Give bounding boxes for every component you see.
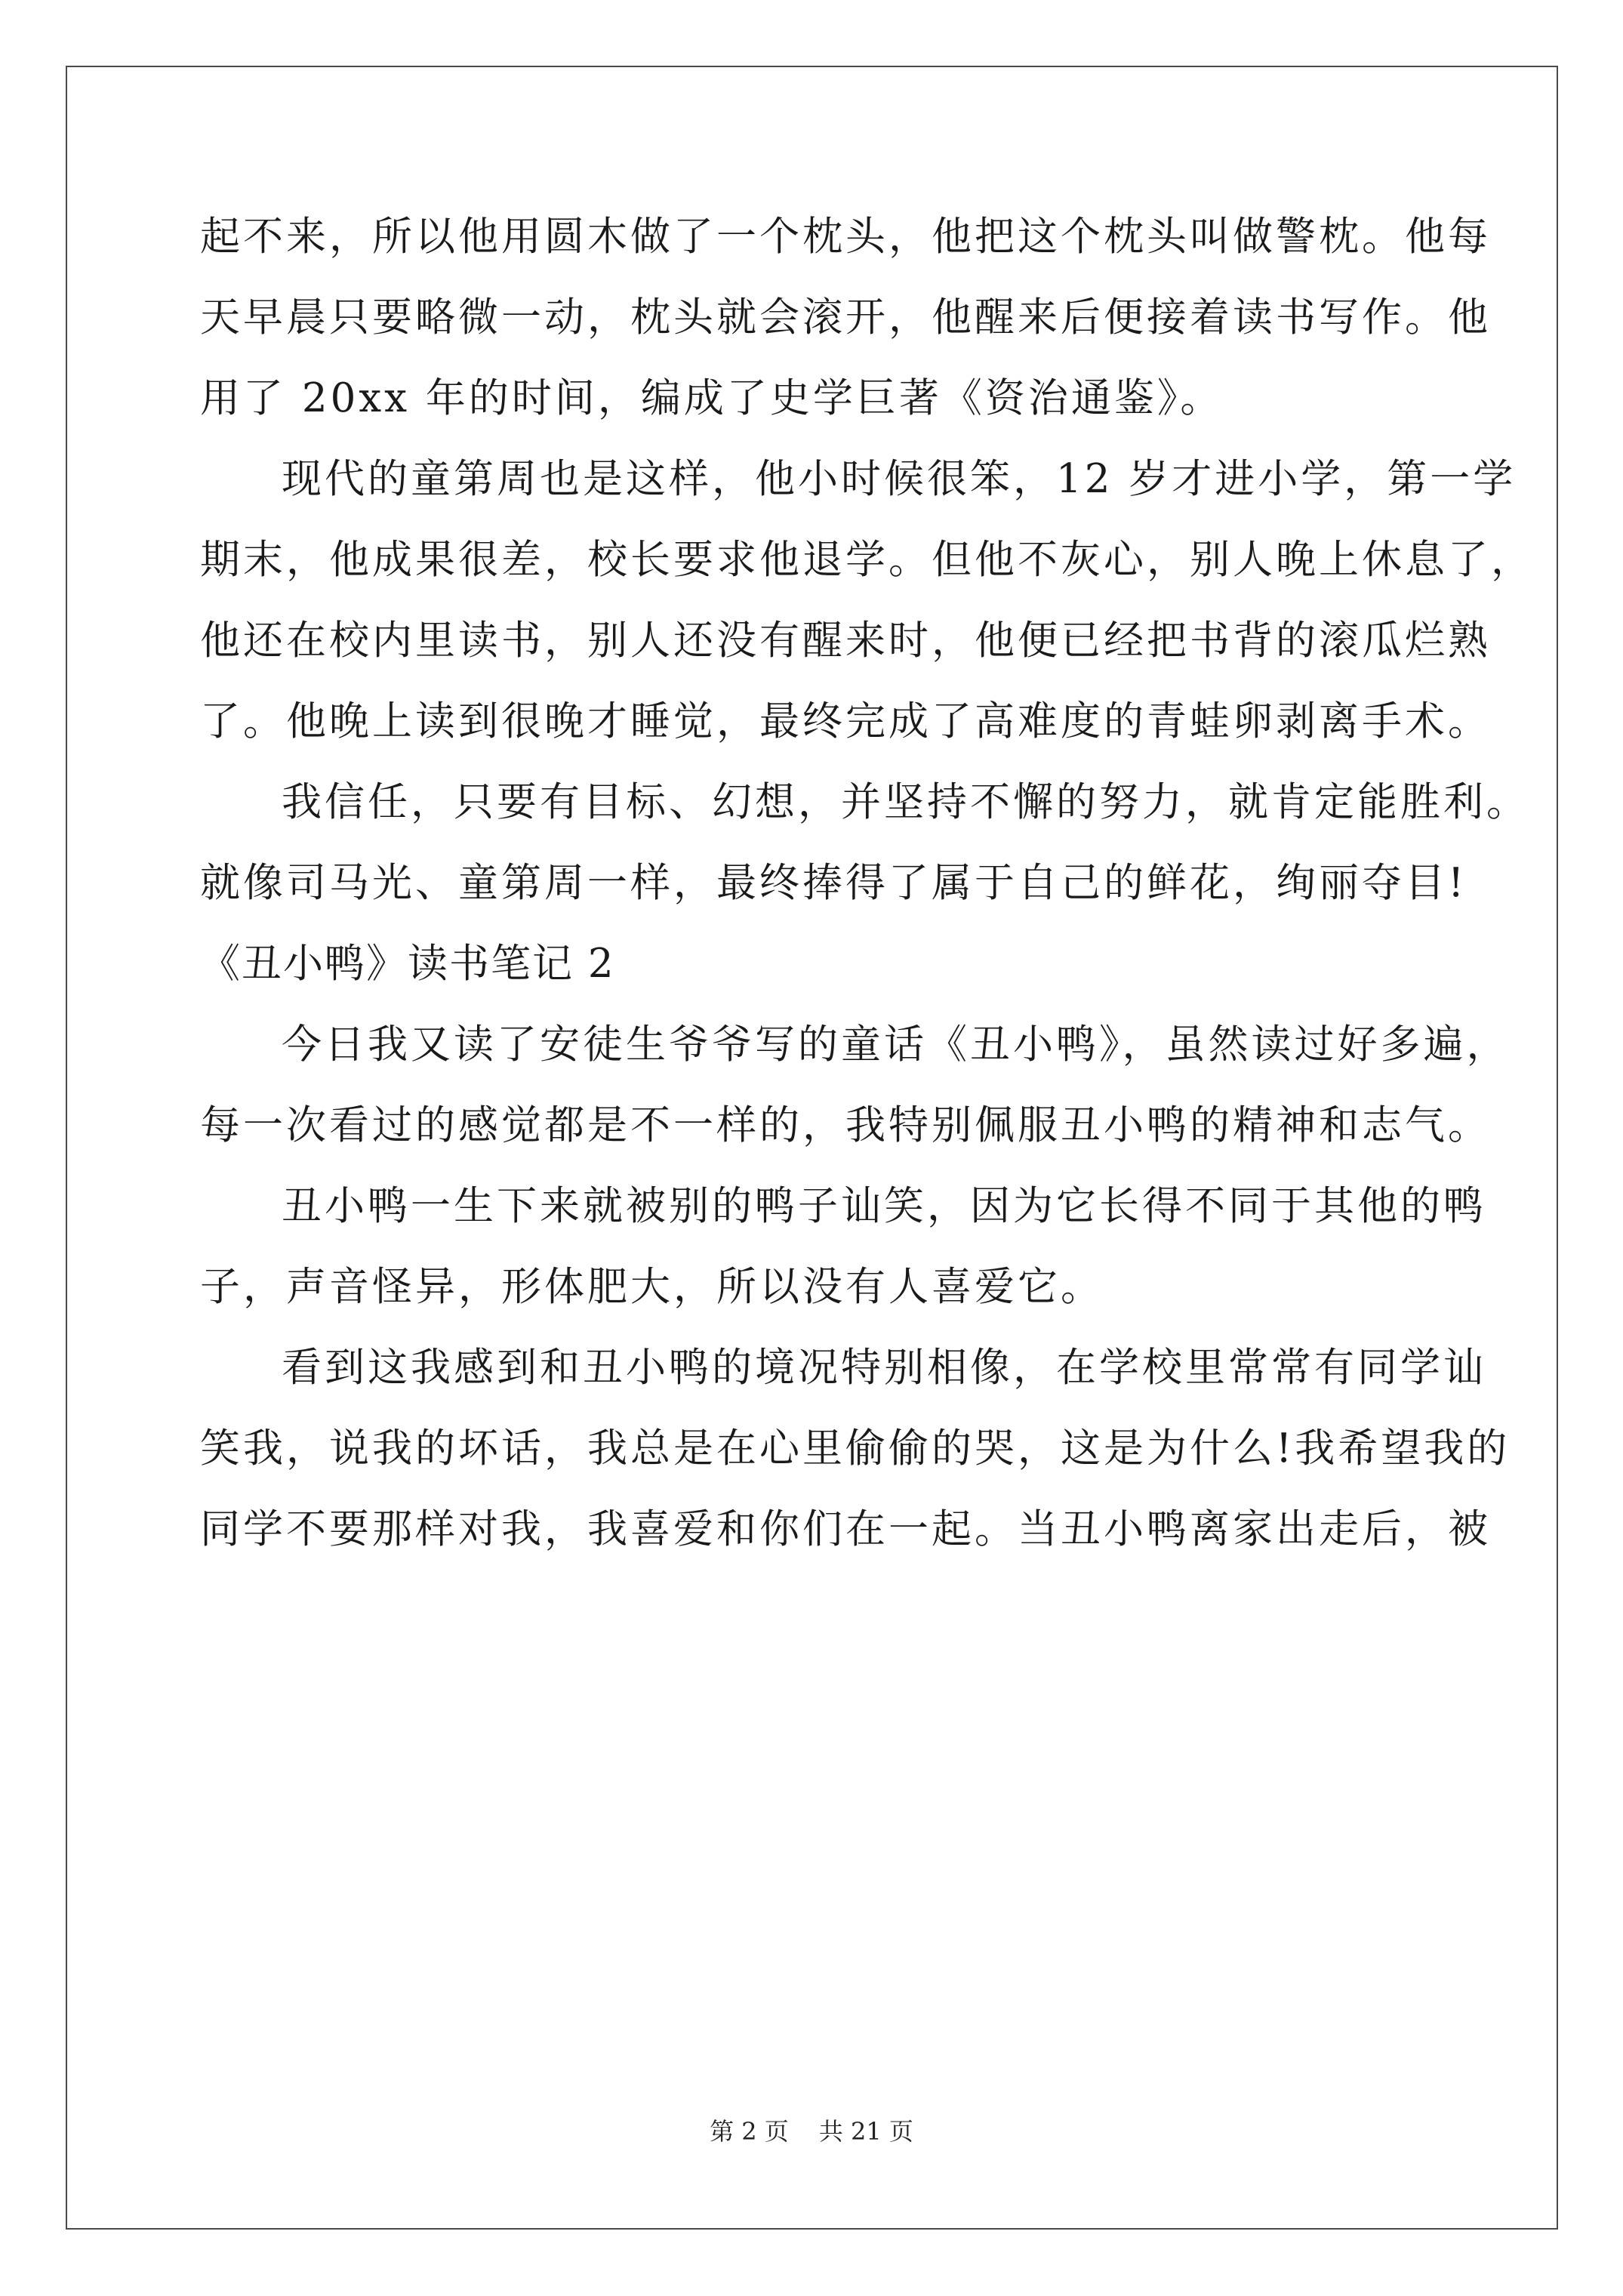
text-line: 看到这我感到和丑小鸭的境况特别相像，在学校里常常有同学讪: [282, 1345, 1486, 1391]
text-line: 他还在校内里读书，别人还没有醒来时，他便已经把书背的滚瓜烂熟: [200, 618, 1491, 664]
text-line: 子，声音怪异，形体肥大，所以没有人喜爱它。: [200, 1264, 1104, 1310]
text-line: 丑小鸭一生下来就被别的鸭子讪笑，因为它长得不同于其他的鸭: [282, 1183, 1486, 1229]
text-line: 用了 20xx 年的时间，编成了史学巨著《资治通鉴》。: [200, 375, 1224, 421]
page-footer: [0, 2113, 1623, 2147]
section-heading: 《丑小鸭》读书笔记 2: [200, 941, 615, 987]
text-line: 现代的童第周也是这样，他小时候很笨，12 岁才进小学，第一学: [282, 456, 1517, 502]
page-number: 第 2 页: [710, 2117, 789, 2146]
text-line: 今日我又读了安徒生爷爷写的童话《丑小鸭》，虽然读过好多遍，: [282, 1022, 1510, 1068]
text-line: 同学不要那样对我，我喜爱和你们在一起。当丑小鸭离家出走后，被: [200, 1506, 1491, 1552]
document-body: [200, 196, 1534, 1570]
text-line: 我信任，只要有目标、幻想，并坚持不懈的努力，就肯定能胜利。: [282, 779, 1529, 825]
text-line: 每一次看过的感觉都是不一样的，我特别佩服丑小鸭的精神和志气。: [200, 1102, 1491, 1148]
text-line: 了。他晚上读到很晚才睡觉，最终完成了高难度的青蛙卵剥离手术。: [200, 698, 1491, 744]
text-line: 起不来，所以他用圆木做了一个枕头，他把这个枕头叫做警枕。他每: [200, 214, 1491, 260]
text-line: 就像司马光、童第周一样，最终捧得了属于自己的鲜花，绚丽夺目!: [200, 860, 1467, 906]
text-line: 天早晨只要略微一动，枕头就会滚开，他醒来后便接着读书写作。他: [200, 294, 1491, 341]
text-line: 笑我，说我的坏话，我总是在心里偷偷的哭，这是为什么!我希望我的: [200, 1425, 1511, 1472]
total-pages: 共 21 页: [818, 2117, 913, 2146]
text-line: 期末，他成果很差，校长要求他退学。但他不灰心，别人晚上休息了，: [200, 537, 1534, 583]
